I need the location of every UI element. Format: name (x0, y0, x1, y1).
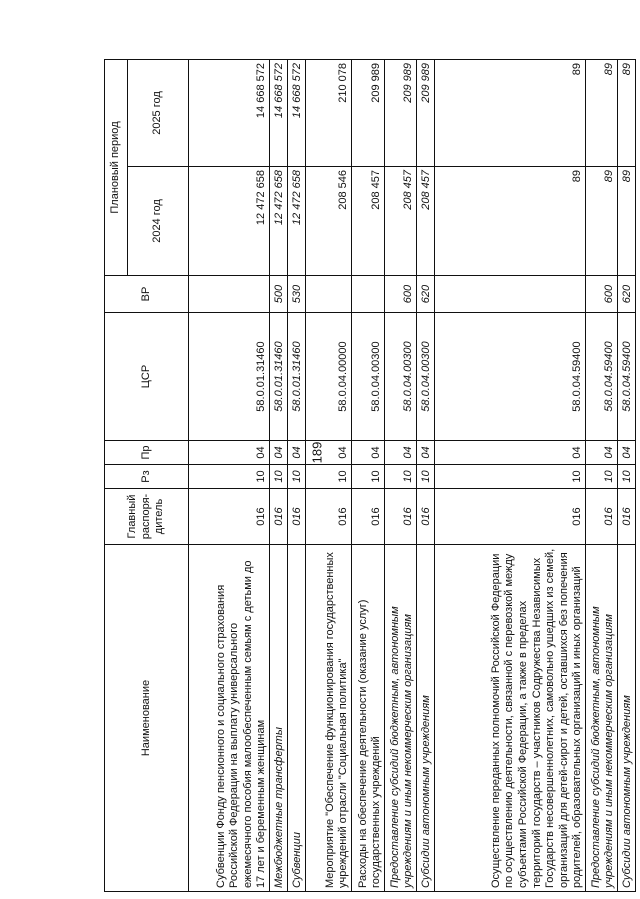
row-rz: 10 (270, 465, 288, 489)
header-row-top (105, 60, 128, 892)
row-2025: 209 989 (385, 60, 417, 167)
row-2025: 14 668 572 (288, 60, 306, 167)
row-csr: 58.0.04.00000 (306, 313, 352, 441)
row-csr: 58.0.04.59400 (435, 313, 586, 441)
row-manager: 016 (352, 489, 385, 545)
header-csr: ЦСР (105, 313, 189, 441)
row-name: Субвенции Фонду пенсионного и социального страхования Российской Федерации на выплату универсального ежемесячного пособия малообеспеченным семьям с детьми до 17 лет и беременным женщинам (189, 545, 270, 892)
row-2024: 89 (586, 167, 618, 276)
row-manager: 016 (618, 489, 636, 545)
row-pr: 04 (288, 441, 306, 465)
row-2025: 89 (618, 60, 636, 167)
row-2024: 208 457 (352, 167, 385, 276)
row-name: Предоставление субсидий бюджетным, автономным учреждениям и иным некоммерческим организациям (385, 545, 417, 892)
row-2024: 12 472 658 (270, 167, 288, 276)
row-pr: 04 (385, 441, 417, 465)
row-rz: 10 (618, 465, 636, 489)
table-row (352, 60, 385, 892)
table-row (435, 60, 586, 892)
row-2025: 89 (586, 60, 618, 167)
row-vr (352, 276, 385, 313)
row-rz: 10 (306, 465, 352, 489)
table-row (306, 60, 352, 892)
row-vr (306, 276, 352, 313)
row-pr: 04 (352, 441, 385, 465)
budget-table (104, 59, 636, 892)
row-rz: 10 (417, 465, 435, 489)
header-pr: Пр (105, 441, 189, 465)
row-vr: 620 (417, 276, 435, 313)
header-rz: Рз (105, 465, 189, 489)
table-row (270, 60, 288, 892)
row-manager: 016 (189, 489, 270, 545)
row-vr: 600 (385, 276, 417, 313)
row-2024: 89 (618, 167, 636, 276)
row-2025: 209 989 (352, 60, 385, 167)
row-pr: 04 (618, 441, 636, 465)
row-2024: 208 546 (306, 167, 352, 276)
row-name: Субсидии автономным учреждениям (417, 545, 435, 892)
row-csr: 58.0.04.00300 (352, 313, 385, 441)
header-name: Наименование (105, 545, 189, 892)
row-name: Межбюджетные трансферты (270, 545, 288, 892)
row-rz: 10 (189, 465, 270, 489)
row-pr: 04 (306, 441, 352, 465)
row-2024: 12 472 658 (189, 167, 270, 276)
row-pr: 04 (189, 441, 270, 465)
row-manager: 016 (306, 489, 352, 545)
header-manager: Главный распоря- дитель (105, 489, 189, 545)
row-csr: 58.0.04.59400 (586, 313, 618, 441)
table-row (288, 60, 306, 892)
row-manager: 016 (385, 489, 417, 545)
row-pr: 04 (435, 441, 586, 465)
row-vr: 600 (586, 276, 618, 313)
row-2025: 89 (435, 60, 586, 167)
row-csr: 58.0.04.00300 (385, 313, 417, 441)
header-planned-period: Плановый период (105, 60, 128, 276)
row-2024: 89 (435, 167, 586, 276)
row-name: Расходы на обеспечение деятельности (оказание услуг) государственных учреждений (352, 545, 385, 892)
row-manager: 016 (586, 489, 618, 545)
row-csr: 58.0.01.31460 (189, 313, 270, 441)
row-vr: 500 (270, 276, 288, 313)
row-name: Осуществление переданных полномочий Российской Федерации по осуществлению деятельности, связанной с перевозкой между субъектами Российской Федерации, а также в пределах территорий государств – участников Содружества Независимых Государств несовершеннолетних, самовольно ушедших из семей, организаций для детей-сирот и детей, оставшихся без попечения родителей, образовательных организаций и иных организаций (435, 545, 586, 892)
table-row (618, 60, 636, 892)
row-csr: 58.0.04.59400 (618, 313, 636, 441)
row-manager: 016 (417, 489, 435, 545)
header-vr: ВР (105, 276, 189, 313)
header-year-2024: 2024 год (128, 167, 189, 276)
row-2024: 12 472 658 (288, 167, 306, 276)
row-csr: 58.0.01.31460 (288, 313, 306, 441)
row-manager: 016 (288, 489, 306, 545)
row-2024: 208 457 (385, 167, 417, 276)
row-vr (189, 276, 270, 313)
row-csr: 58.0.04.00300 (417, 313, 435, 441)
page-number: 189 (309, 441, 325, 464)
row-manager: 016 (270, 489, 288, 545)
table-row (189, 60, 270, 892)
header-year-2025: 2025 год (128, 60, 189, 167)
row-manager: 016 (435, 489, 586, 545)
row-2024: 208 457 (417, 167, 435, 276)
row-vr: 620 (618, 276, 636, 313)
row-vr: 530 (288, 276, 306, 313)
row-csr: 58.0.01.31460 (270, 313, 288, 441)
row-2025: 209 989 (417, 60, 435, 167)
row-rz: 10 (385, 465, 417, 489)
row-rz: 10 (352, 465, 385, 489)
row-pr: 04 (586, 441, 618, 465)
row-name: Предоставление субсидий бюджетным, автономным учреждениям и иным некоммерческим организациям (586, 545, 618, 892)
budget-table-container (104, 60, 634, 892)
row-name: Субвенции (288, 545, 306, 892)
row-vr (435, 276, 586, 313)
row-rz: 10 (288, 465, 306, 489)
row-name: Мероприятие "Обеспечение функционирования государственных учреждений отрасли "Социальная политика" (306, 545, 352, 892)
row-name: Субсидии автономным учреждениям (618, 545, 636, 892)
row-pr: 04 (417, 441, 435, 465)
row-2025: 14 668 572 (270, 60, 288, 167)
row-rz: 10 (435, 465, 586, 489)
budget-table-stage (104, 60, 634, 892)
row-rz: 10 (586, 465, 618, 489)
row-pr: 04 (270, 441, 288, 465)
row-2025: 210 078 (306, 60, 352, 167)
row-2025: 14 668 572 (189, 60, 270, 167)
table-row (586, 60, 618, 892)
table-row (385, 60, 417, 892)
table-row (417, 60, 435, 892)
